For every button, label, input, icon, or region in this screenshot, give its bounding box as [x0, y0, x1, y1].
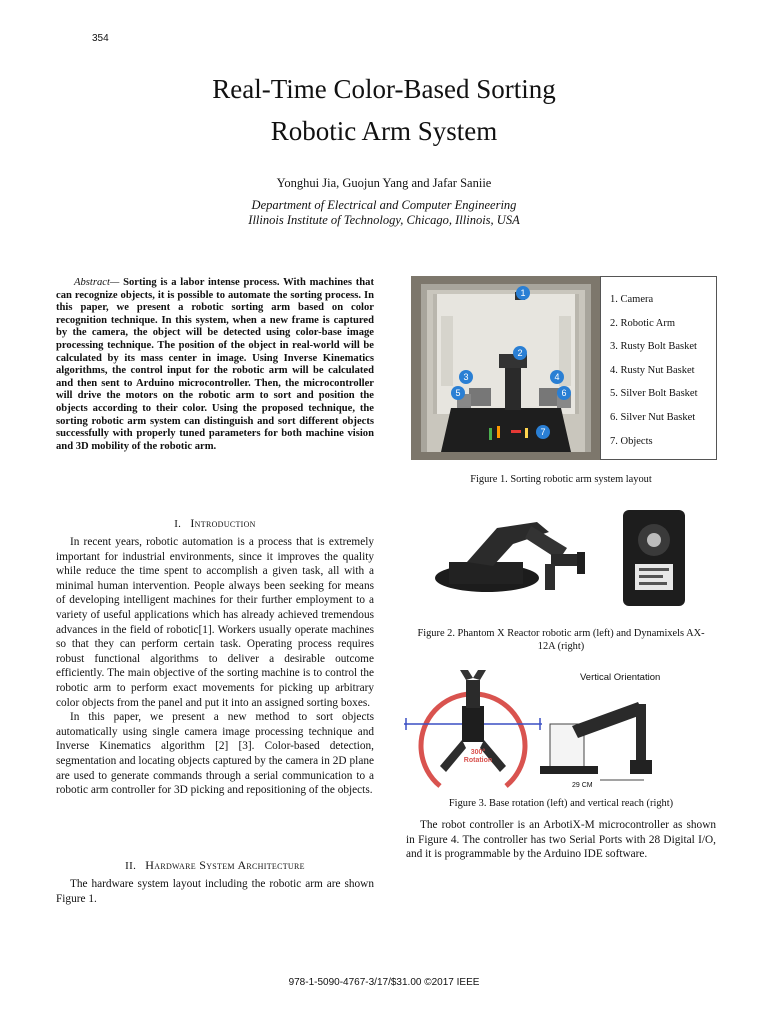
page-number: 354 [92, 33, 109, 44]
section-numeral: I. [174, 518, 182, 530]
vertical-orientation-title: Vertical Orientation [580, 672, 661, 683]
marker-1 [516, 286, 530, 300]
section-numeral: II. [125, 860, 137, 872]
section-heading-introduction [56, 516, 374, 531]
introduction-body [56, 535, 374, 798]
marker-7 [536, 425, 550, 439]
legend-item-camera: 1. Camera [610, 294, 654, 305]
figure-2-caption [406, 627, 716, 653]
legend-item-rusty-nut-basket: 4. Rusty Nut Basket [610, 364, 695, 376]
controller-paragraph-text: The robot controller is an ArbotiX-M microcontroller as shown in Figure 4. The controller has two Serial Ports with 28 Digital I/O, and it is programmable by the Arduino IDE software. [406, 819, 716, 861]
legend-item-robotic-arm: 2. Robotic Arm [610, 317, 676, 329]
marker-2-label: 2 [513, 346, 527, 360]
figure-2-caption-line-1: Figure 2. Phantom X Reactor robotic arm (left) and Dynamixels AX- [417, 628, 705, 639]
controller-paragraph [406, 818, 716, 862]
figure-2-caption-line-2: 12A (right) [537, 641, 585, 652]
base-rotation-and-vertical-reach-diagram [404, 668, 696, 796]
hardware-paragraph-1: The hardware system layout including the robotic arm are shown Figure 1. [56, 878, 374, 905]
footer-copyright: 978-1-5090-4767-3/17/$31.00 ©2017 IEEE [288, 977, 480, 988]
figure-1 [411, 276, 717, 460]
robotic-arm-and-servo-illustration [427, 508, 715, 618]
section-title: Hardware System Architecture [145, 858, 305, 872]
marker-6-label: 6 [557, 386, 571, 400]
legend-item-rusty-bolt-basket: 3. Rusty Bolt Basket [610, 341, 697, 353]
affiliation-line-1: Department of Electrical and Computer Engineering [251, 198, 517, 212]
marker-7-label: 7 [536, 425, 550, 439]
marker-4-label: 4 [550, 370, 564, 384]
legend-item-silver-bolt-basket: 5. Silver Bolt Basket [610, 388, 698, 400]
figure-1-legend [600, 276, 717, 460]
figure-3 [404, 668, 696, 796]
sorting-system-photo [411, 276, 600, 460]
authors: Yonghui Jia, Guojun Yang and Jafar Saniie [276, 176, 492, 190]
marker-6 [557, 386, 571, 400]
legend-item-silver-nut-basket: 6. Silver Nut Basket [610, 411, 696, 423]
title-line-2: Robotic Arm System [270, 116, 498, 146]
reach-label: 29 CM [572, 782, 593, 789]
abstract-lead: Abstract— [74, 277, 120, 288]
legend-list [610, 288, 698, 453]
abstract-body: Sorting is a labor intense process. With machines that can recognize objects, it is possible to automate the sorting process. In this paper, we present a robotic sorting arm based on color recognition technique. In this system, when a new frame is captured by the camera, the object will be detected using color-base image processing technique. The position of the object in real-world will be calculated by its mass center in image. Using Inverse Kinematics algorithms, the control input for the robotic arm will be calculated and then sent to Arduino microcontroller. Then, the microcontroller will drive the motors on the robotic arm to sort and position the objects according to their color. Using the proposed technique, the sorting robotic arm system can distinguish and sort different objects successfully with properly tuned parameters for both machine vision and 3D mobility of the robotic arm. [56, 277, 374, 452]
marker-5 [451, 386, 465, 400]
marker-3 [459, 370, 473, 384]
figure-1-caption: Figure 1. Sorting robotic arm system layout [470, 474, 652, 485]
rotation-label [458, 749, 498, 765]
marker-5-label: 5 [451, 386, 465, 400]
marker-3-label: 3 [459, 370, 473, 384]
intro-paragraph-2: In this paper, we present a new method to sort objects automatically using single camera image processing technique and Inverse Kinematics algorithm [2] [3]. Color-based detection, segmentation and locating objects captured by the camera in 2D plane are used to generate commands through a serial communication to a robotic arm controller for 3D picking and repositioning of the objects. [56, 711, 374, 797]
figure-2 [427, 508, 715, 618]
figure-3-caption: Figure 3. Base rotation (left) and vertical reach (right) [448, 798, 674, 809]
legend-item-objects: 7. Objects [610, 435, 653, 447]
hardware-body [56, 877, 374, 906]
section-title: Introduction [190, 516, 256, 530]
marker-1-label: 1 [516, 286, 530, 300]
affiliation-line-2: Illinois Institute of Technology, Chicago, Illinois, USA [248, 213, 520, 227]
intro-paragraph-1: In recent years, robotic automation is a process that is extremely important for industrial environments, since it improves the quality while reduce the time spent to accomplish a given task, all with a minimal human intervention. People always been seeking for means of developing intelligent machines for their further employment to a variety of useful applications which has already achieved tremendous advances in the field of robotic[1]. Workers usually operate machines so that they can perform certain task. Operating process requires robust functional algorithms to deliver a desirable outcome efficiently. The main objective of the sorting machine is to control the robotic arm to perform exact movements for picking up arbitrary color objects from the panel and put it into an assigned sorting boxes. [56, 536, 374, 709]
sorting-system-illustration [411, 276, 600, 460]
marker-4 [550, 370, 564, 384]
rotation-word: Rotation [463, 757, 493, 764]
section-heading-hardware [56, 858, 374, 873]
title-line-1: Real-Time Color-Based Sorting [212, 74, 556, 104]
rotation-degrees: 300° [470, 749, 486, 756]
abstract [56, 277, 374, 453]
affiliation [0, 198, 768, 228]
marker-2 [513, 346, 527, 360]
paper-title [0, 68, 768, 152]
